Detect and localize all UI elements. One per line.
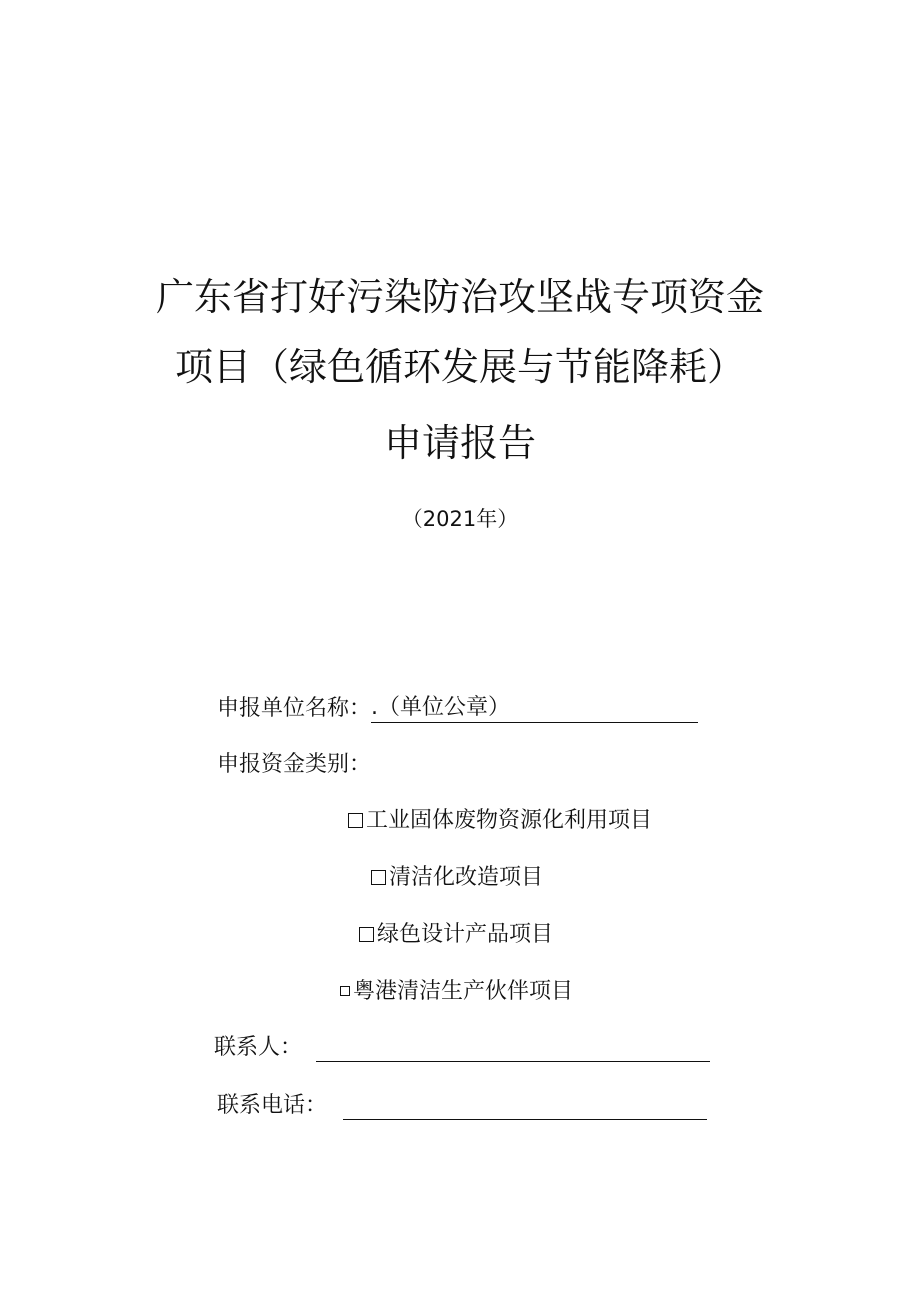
unit-name-label: 申报单位名称： [217,696,372,721]
unit-name-value[interactable] [371,694,698,723]
contact-phone-field [217,1092,707,1120]
checkbox-icon[interactable] [348,813,363,828]
title-line-1: 广东省打好污染防治攻坚战专项资金 [155,275,764,319]
category-option-solid-waste[interactable] [348,807,652,835]
contact-phone-label: 联系电话： [217,1093,328,1118]
title-line-2: 项目（绿色循环发展与节能降耗） [174,345,745,389]
checkbox-icon[interactable] [371,870,386,885]
category-option-clean-retrofit[interactable] [371,864,543,892]
unit-seal-text: .（单位公章） [371,695,511,720]
category-option-label: 清洁化改造项目 [389,865,544,890]
contact-person-input-line[interactable] [316,1037,710,1062]
contact-person-field [214,1034,710,1062]
category-option-label: 粤港清洁生产伙伴项目 [353,979,574,1004]
category-option-green-design[interactable] [359,921,553,949]
category-option-label: 工业固体废物资源化利用项目 [366,808,653,833]
category-option-hk-gd-partner[interactable] [340,978,573,1006]
contact-phone-input-line[interactable] [343,1095,707,1120]
contact-person-label: 联系人： [214,1035,303,1060]
report-year: （2021年） [401,507,519,531]
title-line-3: 申请报告 [383,421,536,465]
unit-name-field [217,694,698,723]
checkbox-icon[interactable] [359,927,374,942]
category-option-label: 绿色设计产品项目 [377,922,554,947]
fund-category-label: 申报资金类别： [217,752,372,777]
checkbox-icon[interactable] [340,986,350,996]
